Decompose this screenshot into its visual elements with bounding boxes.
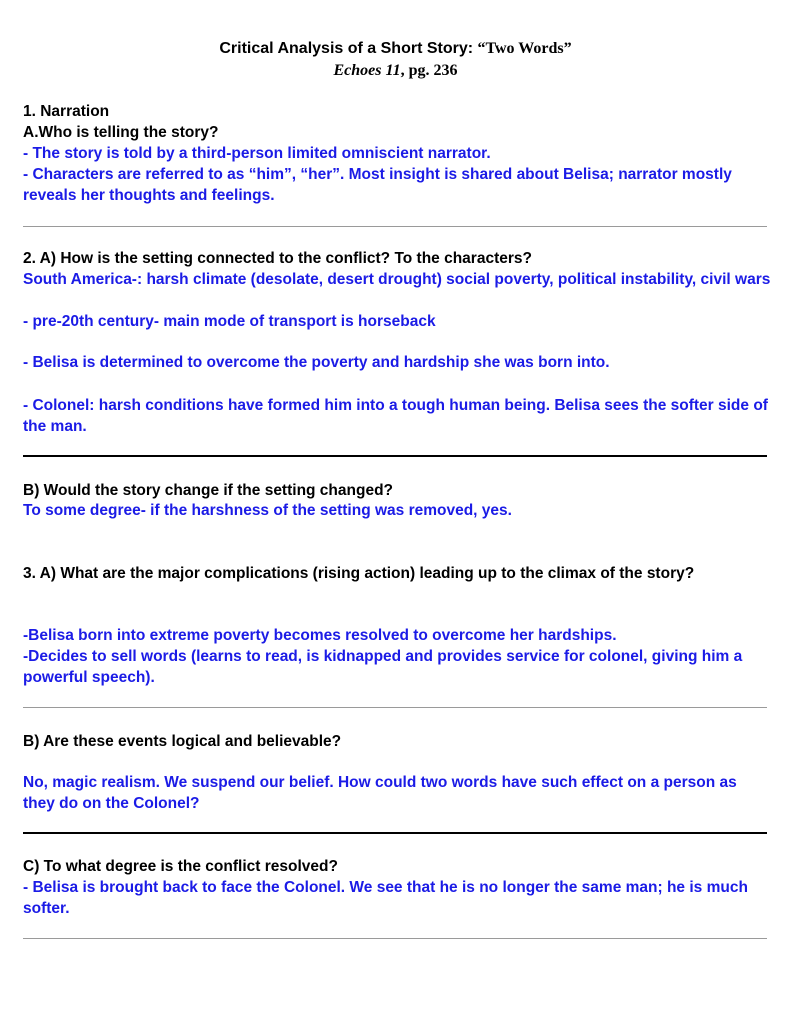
section-2b-answer: To some degree- if the harshness of the setting was removed, yes. [23, 502, 512, 519]
divider [23, 832, 767, 834]
section-1-question: A.Who is telling the story? [23, 124, 219, 141]
section-1-answer-2: - Characters are referred to as “him”, “her”. Most insight is shared about Belisa; narrator mostly reveals her thoughts and feelings. [23, 166, 732, 204]
divider [23, 707, 767, 708]
section-2b-question: B) Would the story change if the setting changed? [23, 482, 394, 499]
section-1-answer-1: - The story is told by a third-person limited omniscient narrator. [23, 145, 491, 162]
section-3b-question: B) Are these events logical and believable? [23, 733, 342, 750]
section-2a-answer-3: - Belisa is determined to overcome the poverty and hardship she was born into. [23, 354, 610, 371]
section-3a-question: 3. A) What are the major complications (rising action) leading up to the climax of the story? [23, 565, 695, 582]
source-page: , pg. 236 [400, 62, 458, 79]
section-2a-answer-2: - pre-20th century- main mode of transport is horseback [23, 313, 436, 330]
section-3c-question: C) To what degree is the conflict resolved? [23, 858, 338, 875]
section-2a-answer-4: - Colonel: harsh conditions have formed him into a tough human being. Belisa sees the softer side of the man. [23, 397, 768, 435]
section-3a-answer-1: -Belisa born into extreme poverty becomes resolved to overcome her hardships. [23, 627, 617, 644]
story-title: “Two Words” [477, 40, 572, 57]
section-3c-answer: - Belisa is brought back to face the Colonel. We see that he is no longer the same man; he is much softer. [23, 879, 748, 917]
section-3b-answer: No, magic realism. We suspend our belief. How could two words have such effect on a person as they do on the Colonel? [23, 774, 737, 812]
section-3a-answer-2: -Decides to sell words (learns to read, is kidnapped and provides service for colonel, giving him a powerful speech). [23, 648, 743, 686]
document-source [0, 62, 791, 80]
divider [23, 455, 767, 457]
divider [23, 226, 767, 227]
section-1-heading: 1. Narration [23, 103, 110, 120]
divider [23, 938, 767, 939]
source-book: Echoes 11 [333, 62, 401, 79]
document-title [0, 40, 791, 58]
section-2a-question: 2. A) How is the setting connected to the conflict? To the characters? [23, 250, 532, 267]
section-2a-answer-1: South America-: harsh climate (desolate, desert drought) social poverty, political instability, civil wars [23, 271, 771, 288]
title-text: Critical Analysis of a Short Story: [219, 40, 474, 57]
